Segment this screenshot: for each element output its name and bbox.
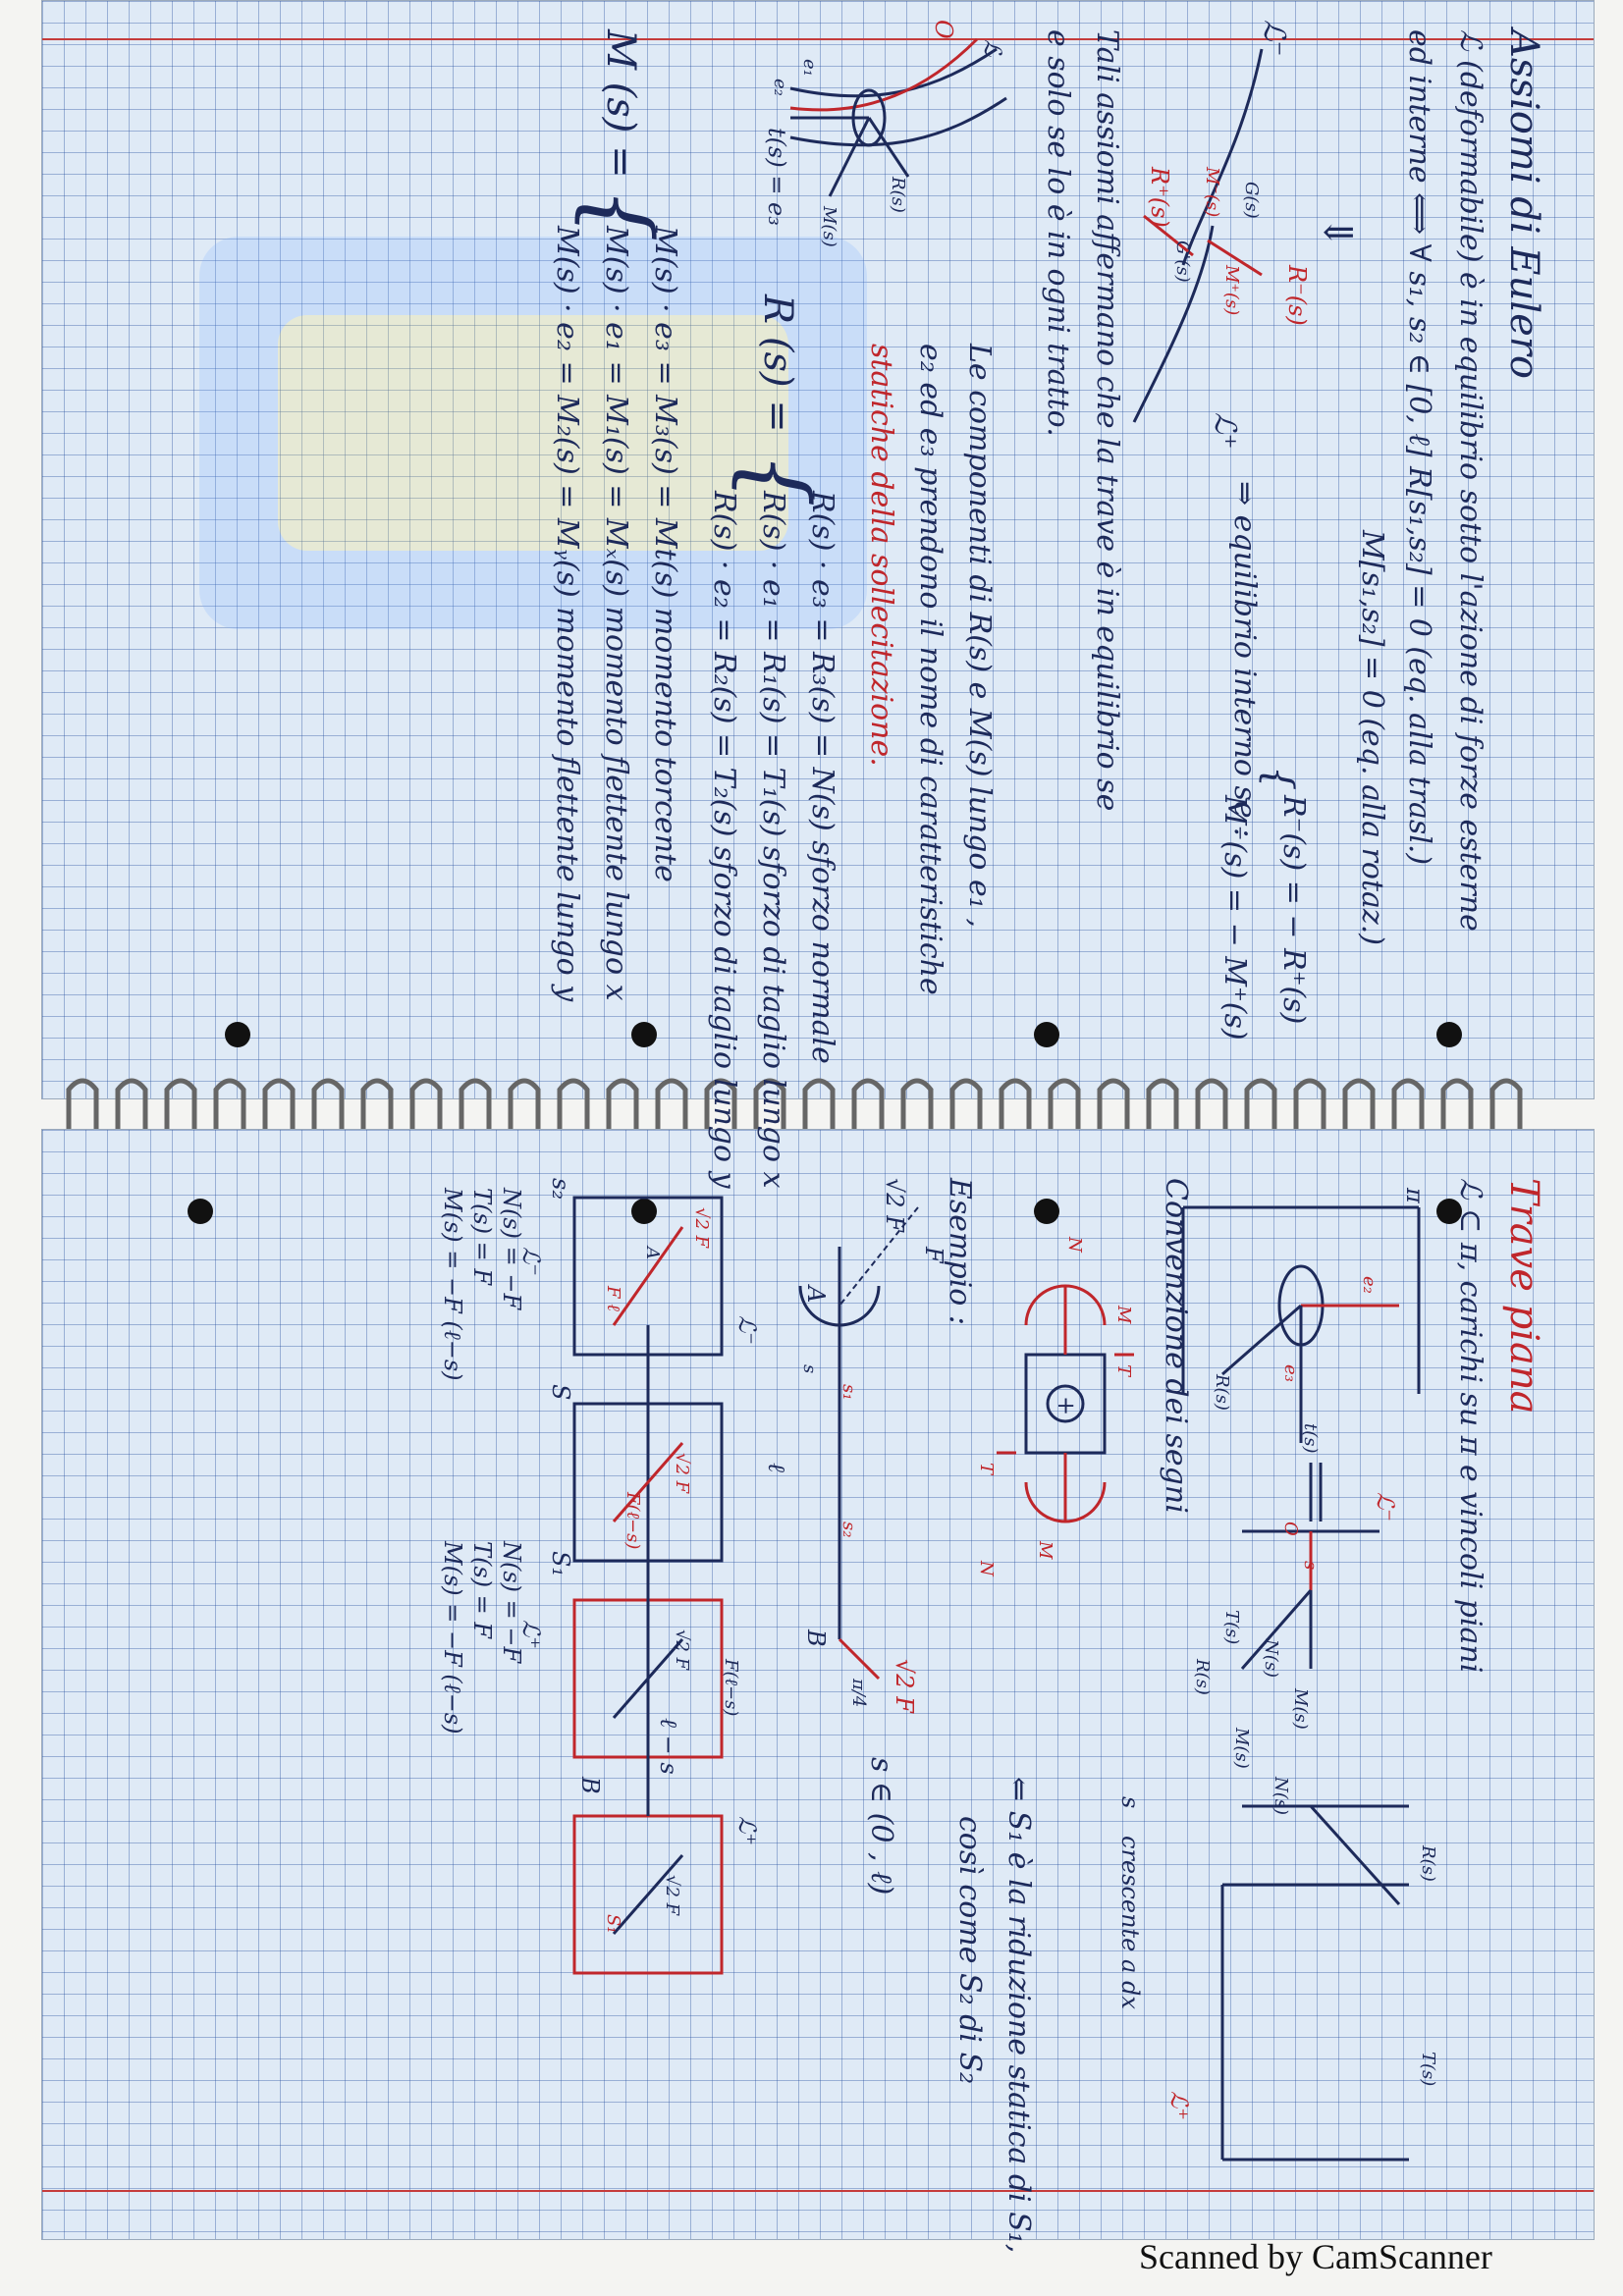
fig-label: G'(s) [1172, 240, 1193, 283]
fig-label: M(s) [819, 206, 839, 247]
fig-label: O [1280, 1522, 1301, 1536]
fbd-label: F ℓ [603, 1286, 623, 1311]
note-text: così come S₂ di S₂ [952, 1816, 987, 2085]
fig-label: ℒ⁺ [1208, 412, 1242, 450]
bottom-page-notes [54, 1168, 1546, 2254]
section-title: Trave piana [1501, 1178, 1546, 1415]
components-text: e₂ ed e₃ prendono il nome di caratteristiche [913, 344, 947, 995]
fig-label: T(s) [1418, 2052, 1438, 2087]
right-system-eq: T(s) = F [468, 1541, 496, 1639]
left-system-label: ℒ⁻ [517, 1247, 545, 1276]
example-label: √2 F [881, 1178, 908, 1232]
convention-label: N [1064, 1237, 1085, 1253]
example-label: √2 F [891, 1659, 918, 1713]
fbd-label: s₂ [547, 1178, 574, 1200]
M-brace: { [568, 187, 671, 243]
right-system-label: ℒ⁺ [517, 1620, 545, 1649]
left-system-eq: N(s) = −F [498, 1188, 525, 1310]
scanner-footer: Scanned by CamScanner [1139, 2237, 1492, 2276]
M-label: M (s) = [598, 29, 643, 179]
equation: M⁻(s) = − M⁺(s) [1217, 795, 1252, 1041]
fbd-label: A [642, 1247, 663, 1259]
components-text: statiche della sollecitazione. [864, 344, 898, 767]
convention-label: T [1113, 1364, 1134, 1377]
M-row: M(s) · e₁ = M₁(s) = Mₓ(s) momento flettente lungo x [599, 226, 633, 1001]
fig-label: e₂ [1359, 1276, 1380, 1294]
R-label: R (s) = [755, 294, 800, 433]
beam-split-figure [1124, 29, 1321, 442]
convention-title: Convenzione dei segni [1159, 1178, 1193, 1514]
fig-label: M(s) [1231, 1728, 1252, 1769]
intro-line: ℒ ⊂ π, carichi su π e vincoli piani [1453, 1178, 1488, 1674]
convention-label: + [1053, 1396, 1080, 1416]
example-label: F [920, 1247, 947, 1263]
M-row: M(s) · e₃ = M₃(s) = Mt(s) momento torcente [648, 226, 682, 882]
example-label: s₂ [839, 1522, 859, 1538]
right-system-eq: N(s) = −F [498, 1541, 525, 1664]
fig-label: G(s) [1241, 182, 1262, 219]
fig-label: s [1300, 1561, 1321, 1571]
note-text: ⇐ S₁ è la riduzione statica di S₁, [1001, 1777, 1036, 2254]
right-system-eq: M(s) = −F (ℓ−s) [439, 1541, 466, 1735]
fig-label: π [1401, 1188, 1429, 1203]
left-system-eq: T(s) = F [468, 1188, 496, 1286]
components-text: Le componenti di R(s) e M(s) lungo e₁ , [962, 344, 997, 928]
implies-arrow: ⇓ [1315, 216, 1360, 249]
domain-text: s ∈ (0 , ℓ) [864, 1757, 898, 1896]
fig-label: R(s) [888, 177, 908, 213]
convention-label: T [976, 1463, 997, 1475]
fig-label: N(s) [1261, 1639, 1281, 1679]
section-title: Assiomi di Eulero [1501, 29, 1546, 379]
axiom-line: ed interne ⟺ ∀ s₁, s₂ ∈ [0, ℓ] R[s₁,s₂] = 0 (eq. alla trasl.) [1402, 29, 1436, 866]
fbd-label: √2 F [672, 1453, 692, 1494]
fbd-label: S₁ [547, 1551, 574, 1577]
left-system-eq: M(s) = −F (ℓ−s) [439, 1188, 466, 1381]
bullet-text: e solo se lo è in ogni tratto. [1041, 29, 1075, 437]
bullet-text: Tali assiomi affermano che la trave è in equilibrio se [1090, 29, 1124, 812]
example-label: s [799, 1364, 820, 1374]
fbd-label: ℓ − s [655, 1718, 682, 1775]
fig-label: R⁺(s) [1146, 167, 1173, 228]
fbd-label: S₁ [603, 1914, 623, 1934]
example-label: s₁ [839, 1384, 859, 1401]
R-row: R(s) · e₃ = R₃(s) = N(s) sforzo normale [805, 491, 839, 1064]
convention-label: N [976, 1561, 997, 1576]
example-label: A [802, 1286, 830, 1304]
axiom-line: M[s₁,s₂] = 0 (eq. alla rotaz.) [1355, 530, 1389, 945]
fbd-label: ℒ⁺ [733, 1816, 761, 1845]
fig-label: N(s) [1271, 1777, 1291, 1816]
R-row: R(s) · e₁ = R₁(s) = T₁(s) sforzo di taglio lungo x [756, 491, 790, 1189]
fig-label: O [930, 20, 957, 39]
fig-label: R(s) [1418, 1845, 1438, 1882]
fbd-label: √2 F [691, 1207, 712, 1249]
fig-label: T(s) [1221, 1610, 1242, 1645]
fig-label: M⁺(s) [1221, 265, 1242, 316]
fig-label: ℒ⁺ [1165, 2091, 1193, 2120]
free-body-diagrams [545, 1188, 741, 2189]
fbd-label: S [547, 1384, 574, 1401]
s-axis-label: s [1116, 1796, 1144, 1809]
fig-label: ℒ⁻ [1372, 1492, 1399, 1522]
example-label: ℓ [763, 1463, 790, 1472]
example-label: π/4 [848, 1679, 869, 1708]
fbd-label: √2 F [662, 1875, 682, 1916]
s-axis-direction: crescente a dx [1116, 1836, 1144, 2009]
fig-label: M⁻(s) [1202, 167, 1222, 218]
fbd-label: ℒ⁻ [733, 1315, 761, 1345]
fbd-label: B [576, 1777, 604, 1794]
fig-label: e₃ [1280, 1364, 1301, 1382]
fig-label: e₁ [799, 59, 820, 77]
fbd-label: F(ℓ−s) [721, 1659, 741, 1717]
fig-label: R(s) [1212, 1374, 1232, 1411]
fig-label: ℒ [979, 39, 1006, 57]
M-row: M(s) · e₂ = M₂(s) = Mᵧ(s) momento flettente lungo y [550, 226, 584, 1002]
fig-label: M(s) [1290, 1688, 1311, 1730]
convention-label: M [1113, 1306, 1134, 1324]
fig-label: R⁻(s) [1283, 265, 1311, 326]
fig-label: ℒ⁻ [1257, 20, 1291, 57]
equation: R⁻(s) = − R⁺(s) [1276, 795, 1311, 1025]
example-beam-figure [781, 1188, 938, 1698]
equilibrium-text: ⇒ equilibrio interno se : [1227, 481, 1262, 838]
system-brace: { [1256, 766, 1301, 791]
fbd-label: F(ℓ−s) [622, 1492, 643, 1550]
axiom-line: ℒ (deformabile) è in equilibrio sotto l'azione di forze esterne [1453, 29, 1488, 932]
R-brace: { [725, 452, 828, 508]
R-row: R(s) · e₂ = R₂(s) = T₂(s) sforzo di taglio lungo y [707, 491, 741, 1189]
example-title: Esempio : [943, 1178, 977, 1325]
fig-label: t(s) [1300, 1423, 1321, 1454]
convention-label: M [1035, 1541, 1055, 1560]
example-label: B [802, 1629, 830, 1647]
top-page-notes [54, 20, 1546, 1189]
fig-label: R(s) [1192, 1659, 1213, 1695]
fbd-label: √2 F [672, 1629, 692, 1671]
fig-label: e₂ [770, 79, 790, 96]
fig-label: t(s) = e₃ [763, 128, 790, 226]
